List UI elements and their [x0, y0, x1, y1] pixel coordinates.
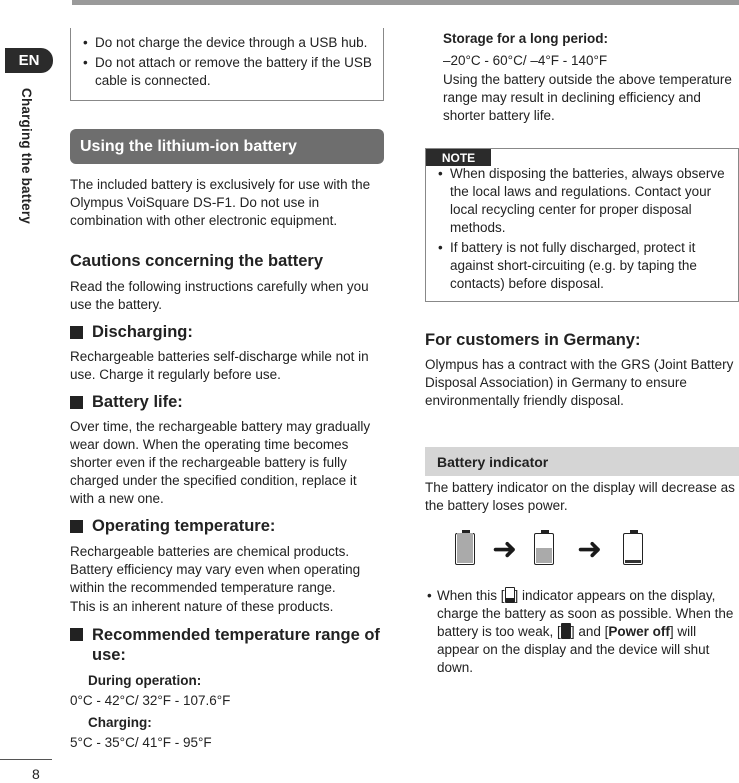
battery-indicator-heading: Battery indicator [425, 447, 739, 476]
list-item: • Do not attach or remove the battery if the USB cable is connected. [81, 54, 373, 90]
battery-full-icon [455, 533, 475, 565]
page-number: 8 [32, 766, 40, 782]
square-bullet-icon [70, 396, 83, 409]
operating-temperature-heading: Operating temperature: [70, 517, 384, 536]
battery-half-icon [534, 533, 554, 565]
discharging-paragraph: Rechargeable batteries self-discharge while not in use. Charge it regularly before use. [70, 349, 369, 382]
operating-temperature-paragraph: Rechargeable batteries are chemical products. Battery efficiency may vary even when operating within the recommended temperature range. [70, 544, 361, 595]
charging-value: 5°C - 35°C/ 41°F - 95°F [70, 735, 212, 750]
square-bullet-icon [70, 628, 83, 641]
arrow-right-icon: ➜ [577, 533, 603, 566]
discharging-heading: Discharging: [70, 323, 384, 342]
cautions-paragraph: Read the following instructions carefully when you use the battery. [70, 279, 369, 312]
battery-empty-icon [623, 533, 643, 565]
section-heading: Using the lithium-ion battery [70, 129, 384, 164]
usb-bullet-list [81, 34, 373, 90]
storage-paragraph: Using the battery outside the above temperature range may result in declining efficiency and shorter battery life. [443, 72, 732, 123]
top-rule [72, 0, 739, 5]
left-column [70, 28, 384, 752]
battery-indicator-paragraph: The battery indicator on the display will decrease as the battery loses power. [425, 480, 735, 513]
operating-temperature-note: This is an inherent nature of these products. [70, 599, 334, 614]
charging-label: Charging: [88, 715, 152, 730]
warning-bullet-list [425, 587, 739, 677]
storage-label: Storage for a long period: [443, 31, 609, 46]
square-bullet-icon [70, 326, 83, 339]
section-side-label: Charging the battery [19, 88, 34, 225]
intro-paragraph: The included battery is exclusively for use with the Olympus VoiSquare DS-F1. Do not use in combination with other electronic equipment. [70, 177, 371, 228]
storage-value: –20°C - 60°C/ –4°F - 140°F [443, 53, 608, 68]
exhausted-battery-icon [561, 623, 571, 639]
list-item: • If battery is not fully discharged, protect it against short-circuiting (e.g. by taping the contacts) before disposal. [436, 239, 728, 293]
germany-paragraph: Olympus has a contract with the GRS (Joint Battery Disposal Association) in Germany to ensure environmentally friendly disposal. [425, 357, 734, 408]
arrow-right-icon: ➜ [492, 533, 518, 566]
battery-indicator-sequence [425, 527, 739, 577]
battery-life-heading: Battery life: [70, 393, 384, 412]
bottom-rule [0, 759, 52, 760]
usb-caution-box [70, 28, 384, 101]
temperature-range-heading: Recommended temperature range of use: [70, 625, 384, 665]
note-tag: NOTE [426, 149, 491, 166]
cautions-heading: Cautions concerning the battery [70, 252, 324, 270]
during-operation-value: 0°C - 42°C/ 32°F - 107.6°F [70, 693, 231, 708]
note-bullet-list [436, 165, 728, 293]
square-bullet-icon [70, 520, 83, 533]
low-battery-icon [505, 587, 515, 603]
list-item: • When disposing the batteries, always observe the local laws and regulations. Contact your local recycling center for proper disposal methods. [436, 165, 728, 237]
list-item: • When this [ ] indicator appears on the display, charge the battery as soon as possible. When the battery is too weak, [ ] and [Power off] will appear on the display and the device will shut down. [425, 587, 739, 677]
right-column [425, 28, 739, 679]
during-operation-label: During operation: [88, 673, 202, 688]
note-box [425, 148, 739, 302]
list-item: • Do not charge the device through a USB hub. [81, 34, 373, 52]
germany-heading: For customers in Germany: [425, 331, 641, 349]
battery-life-paragraph: Over time, the rechargeable battery may gradually wear down. When the operating time becomes shorter even if the rechargeable battery is fully charged under the specified condition, replace it with a new one. [70, 419, 371, 506]
language-tab: EN [5, 48, 53, 73]
